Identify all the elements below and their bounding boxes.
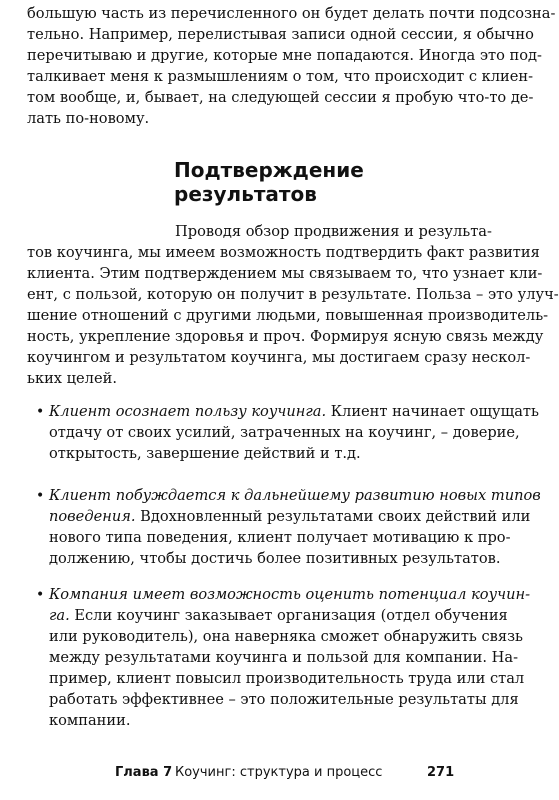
bullet-line [49,549,501,569]
bullet-marker: • [36,404,45,420]
heading-line: результатов [174,182,317,206]
plain-text: работать эффективнее – это положительные результаты для [49,691,519,708]
emphasis-text: га. [49,607,70,624]
plain-text: открытость, завершение действий и т.д. [49,445,361,462]
plain-text: нового типа поведения, клиент получает мотивацию к про- [49,529,511,546]
bullet-line [49,711,453,731]
emphasis-text: поведения. [49,508,136,525]
text-line: тельно. Например, перелистывая записи одной сессии, я обычно [27,26,534,43]
bullet-line [49,402,539,422]
text-line: клиента. Этим подтверждением мы связываем то, что узнает кли- [27,265,543,282]
bullet-line [49,669,525,689]
bullet-line [49,444,453,464]
bullet-line [49,627,524,647]
plain-text: должению, чтобы достичь более позитивных результатов. [49,550,501,567]
bullet-line [49,507,531,527]
text-line: тов коучинга, мы имеем возможность подтвердить факт развития [27,244,540,261]
bullet-line [49,423,520,443]
bullet-line [49,528,511,548]
text-line: перечитываю и другие, которые мне попадаются. Иногда это под- [27,47,542,64]
plain-text: Вдохновленный результатами своих действий или [135,508,531,525]
bullet-marker: • [36,488,45,504]
bullet-line [49,648,519,668]
plain-text: Клиент начинает ощущать [326,403,539,420]
text-line: Проводя обзор продвижения и результа- [175,223,492,240]
text-line: ность, укрепление здоровья и проч. Формируя ясную связь между [27,328,544,345]
text-line: коучингом и результатом коучинга, мы достигаем сразу нескол- [27,349,531,366]
emphasis-text: Компания имеет возможность оценить потенциал коучин- [49,586,531,603]
bullet-marker: • [36,587,45,603]
emphasis-text: Клиент осознает пользу коучинга. [49,403,327,420]
bullet-line [49,606,508,626]
heading-line: Подтверждение [174,158,364,182]
text-line: большую часть из перечисленного он будет делать почти подсозна- [27,5,556,22]
plain-text: или руководитель), она наверняка сможет обнаружить связь [49,628,524,645]
emphasis-text: Клиент побуждается к дальнейшему развитию новых типов [49,487,541,504]
text-line: шение отношений с другими людьми, повышенная производитель- [27,307,549,324]
footer-title: Коучинг: структура и процесс [175,765,383,780]
plain-text: между результатами коучинга и пользой для компании. На- [49,649,519,666]
text-line: том вообще, и, бывает, на следующей сессии я пробую что-то де- [27,89,534,106]
text-line: ьких целей. [27,370,117,387]
text-line: ент, с пользой, которую он получит в результате. Польза – это улуч- [27,286,559,303]
plain-text: Если коучинг заказывает организация (отдел обучения [69,607,508,624]
plain-text: пример, клиент повысил производительность труда или стал [49,670,525,687]
page-number: 271 [427,765,455,780]
text-line: талкивает меня к размышлениям о том, что происходит с клиен- [27,68,534,85]
plain-text: компании. [49,712,131,729]
text-line: лать по-новому. [27,110,150,127]
plain-text: отдачу от своих усилий, затраченных на коучинг, – доверие, [49,424,520,441]
bullet-line [49,690,519,710]
bullet-line [49,585,531,605]
footer-chapter: Глава 7 [115,765,173,780]
bullet-line [49,486,541,506]
